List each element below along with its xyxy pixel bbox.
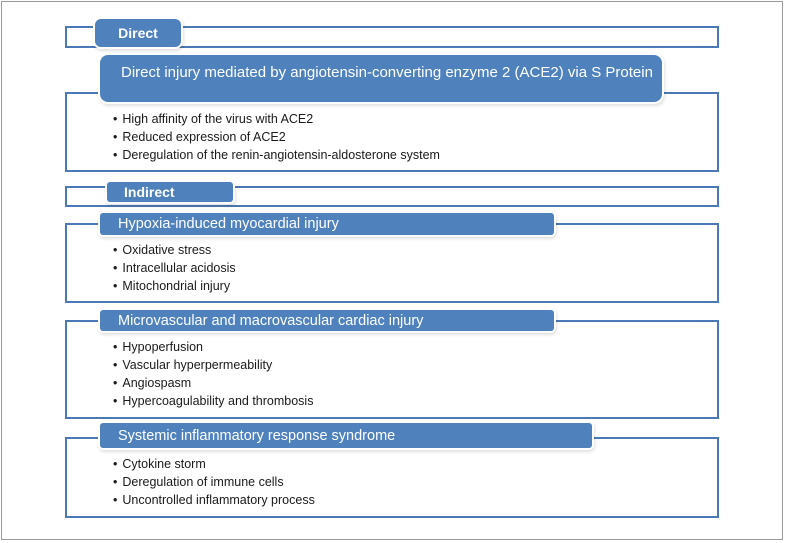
inflammatory-item-list <box>113 455 315 509</box>
vascular-title: Microvascular and macrovascular cardiac injury <box>100 310 554 331</box>
indirect-heading: Indirect <box>107 182 233 202</box>
direct-title: Direct injury mediated by angiotensin-converting enzyme 2 (ACE2) via S Protein <box>100 55 662 102</box>
list-item: • Hypercoagulability and thrombosis <box>113 392 313 410</box>
list-item: • Cytokine storm <box>113 455 315 473</box>
list-item: • Reduced expression of ACE2 <box>113 128 440 146</box>
list-item: • High affinity of the virus with ACE2 <box>113 110 440 128</box>
hypoxia-item-list <box>113 241 236 295</box>
list-item: • Oxidative stress <box>113 241 236 259</box>
vascular-item-list <box>113 338 313 410</box>
direct-item-list <box>113 110 440 164</box>
list-item: • Vascular hyperpermeability <box>113 356 313 374</box>
list-item: • Intracellular acidosis <box>113 259 236 277</box>
list-item: • Deregulation of immune cells <box>113 473 315 491</box>
list-item: • Angiospasm <box>113 374 313 392</box>
hypoxia-title: Hypoxia-induced myocardial injury <box>100 213 554 235</box>
list-item: • Uncontrolled inflammatory process <box>113 491 315 509</box>
list-item: • Deregulation of the renin-angiotensin-aldosterone system <box>113 146 440 164</box>
inflammatory-title: Systemic inflammatory response syndrome <box>100 423 592 448</box>
list-item: • Mitochondrial injury <box>113 277 236 295</box>
direct-heading: Direct <box>95 19 181 47</box>
list-item: • Hypoperfusion <box>113 338 313 356</box>
